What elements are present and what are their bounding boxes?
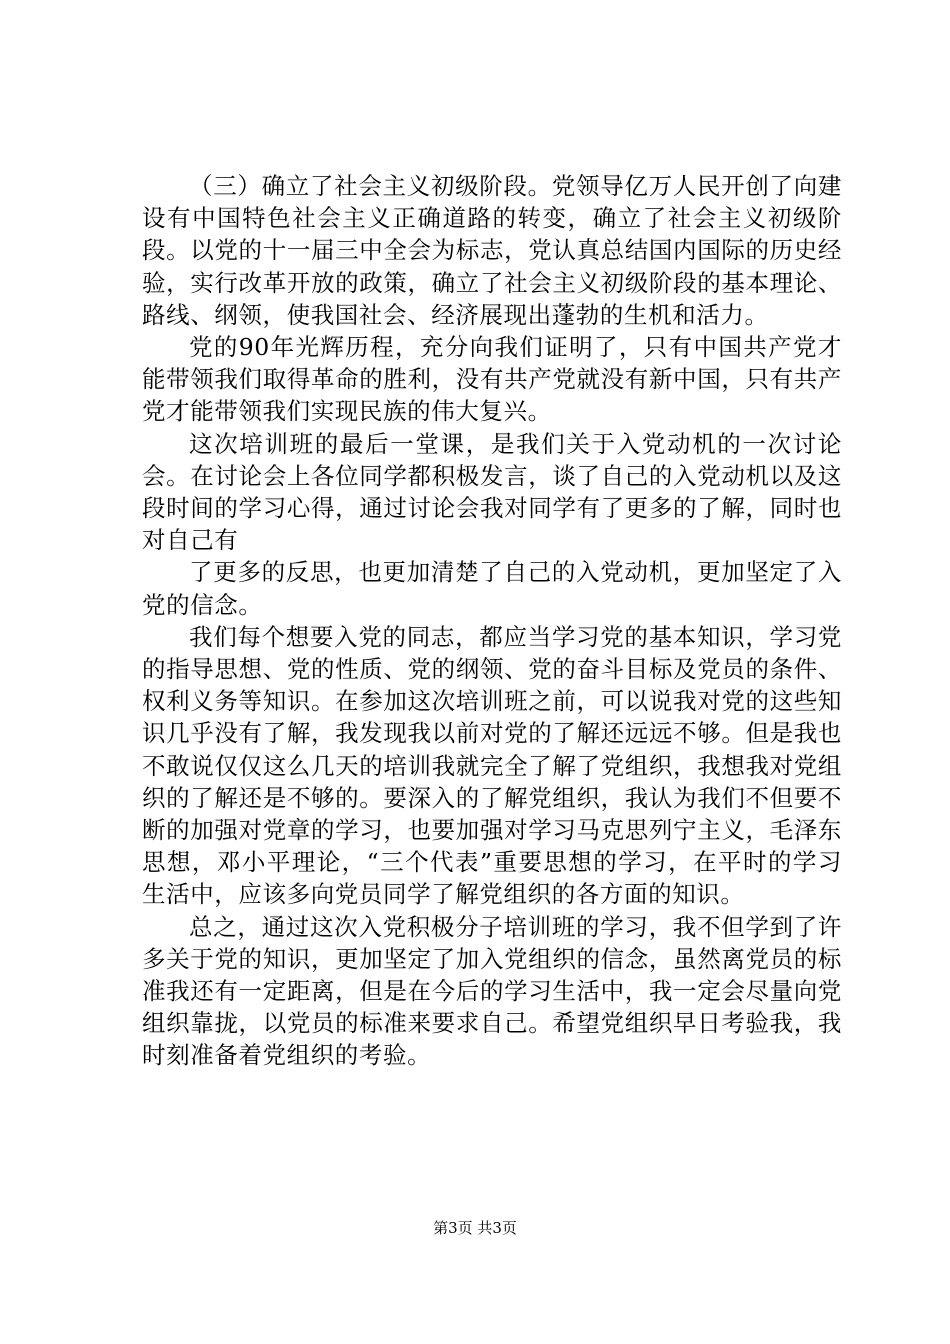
paragraph-reflection: 了更多的反思，也更加清楚了自己的入党动机，更加坚定了入党的信念。 xyxy=(142,558,842,619)
paragraph-history: 党的90年光辉历程，充分向我们证明了，只有中国共产党才能带领我们取得革命的胜利，没有共产党就没有新中国，只有共产党才能带领我们实现民族的伟大复兴。 xyxy=(142,333,842,426)
paragraph-conclusion: 总之，通过这次入党积极分子培训班的学习，我不但学到了许多关于党的知识，更加坚定了加入党组织的信念，虽然离党员的标准我还有一定距离，但是在今后的学习生活中，我一定会尽量向党组织靠拢，以党员的标准来要求自己。希望党组织早日考验我，我时刻准备着党组织的考验。 xyxy=(142,912,842,1070)
paragraph-knowledge: 我们每个想要入党的同志，都应当学习党的基本知识，学习党的指导思想、党的性质、党的纲领、党的奋斗目标及党员的条件、权利义务等知识。在参加这次培训班之前，可以说我对党的这些知识几乎没有了解，我发现我以前对党的了解还远远不够。但是我也不敢说仅仅这么几天的培训我就完全了解了党组织，我想我对党组织的了解还是不够的。要深入的了解党组织，我认为我们不但要不断的加强对党章的学习，也要加强对学习马克思列宁主义，毛泽东思想，邓小平理论，“三个代表”重要思想的学习，在平时的学习生活中，应该多向党员同学了解党组织的各方面的知识。 xyxy=(142,622,842,909)
document-body xyxy=(142,170,842,1072)
paragraph-stage: （三）确立了社会主义初级阶段。党领导亿万人民开创了向建设有中国特色社会主义正确道路的转变，确立了社会主义初级阶段。以党的十一届三中全会为标志，党认真总结国内国际的历史经验，实行改革开放的政策，确立了社会主义初级阶段的基本理论、路线、纲领，使我国社会、经济展现出蓬勃的生机和活力。 xyxy=(142,172,842,329)
page-number-footer: 第3页 共3页 xyxy=(433,1219,517,1237)
paragraph-discussion: 这次培训班的最后一堂课，是我们关于入党动机的一次讨论会。在讨论会上各位同学都积极发言，谈了自己的入党动机以及这段时间的学习心得，通过讨论会我对同学有了更多的了解，同时也对自己有 xyxy=(142,429,842,555)
